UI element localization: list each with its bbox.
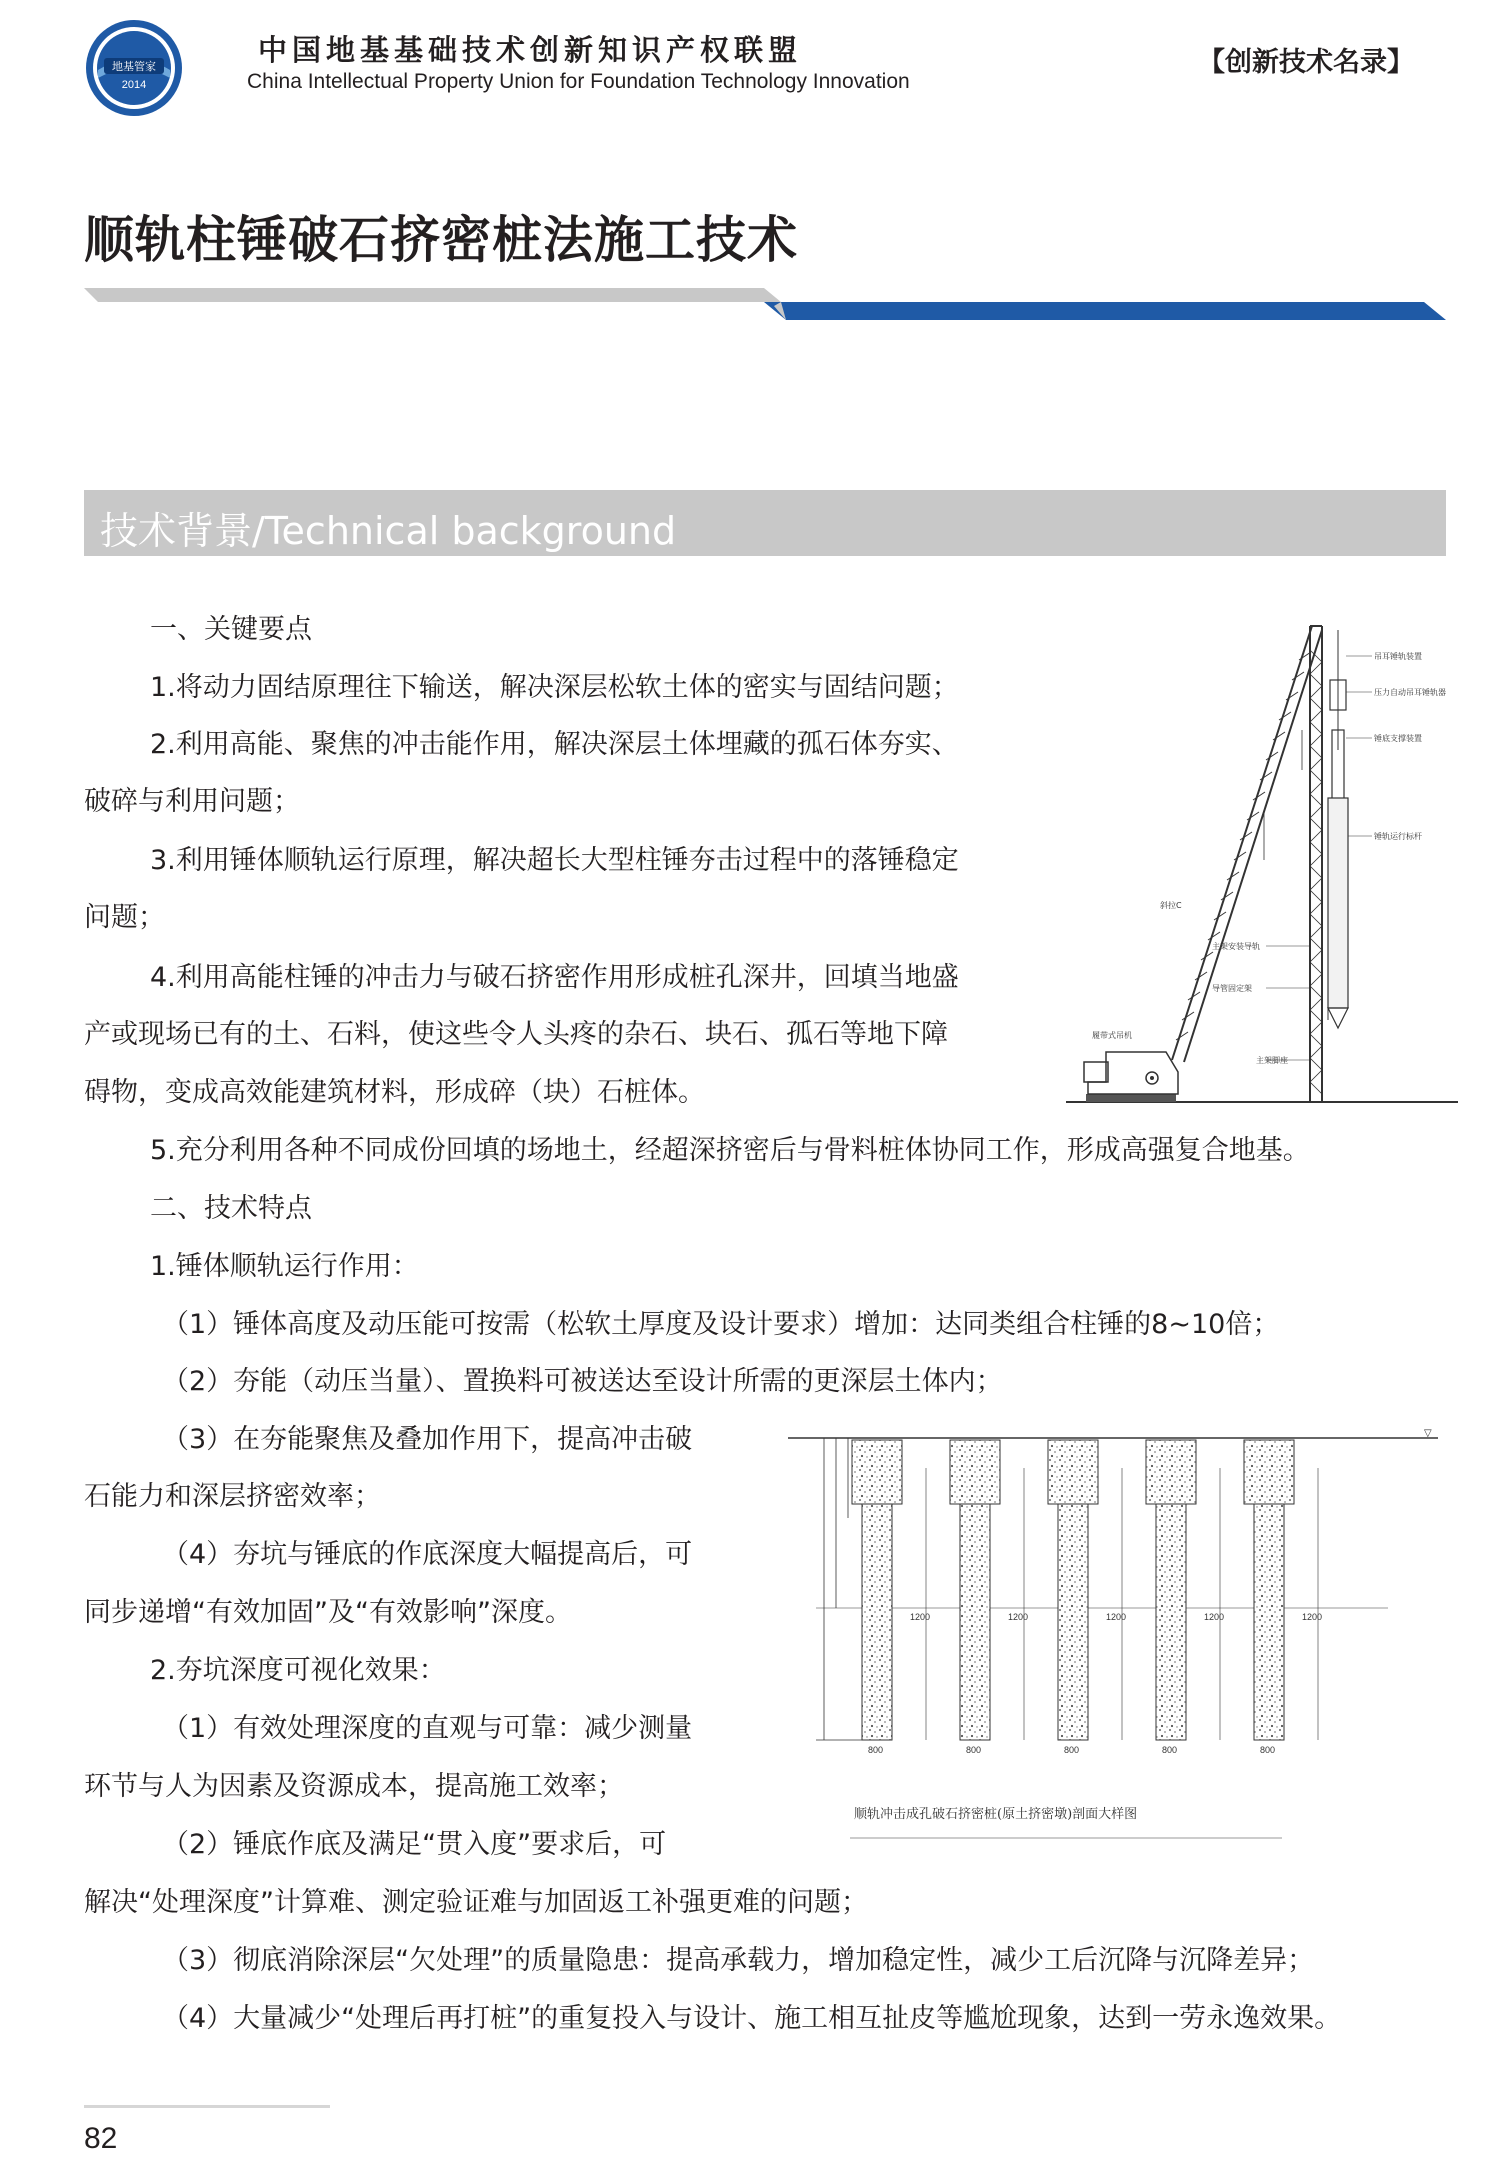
rig-label: 吊耳锤轨装置 — [1374, 652, 1422, 661]
pile-section-drawing — [788, 1428, 1450, 1848]
text-line: 问题； — [84, 902, 165, 933]
org-name-cn: 中国地基基础技术创新知识产权联盟 — [258, 33, 803, 67]
catalog-tag: 【创新技术名录】 — [1198, 47, 1414, 78]
text-line: （4）大量减少“处理后再打桩”的重复投入与设计、施工相互扯皮等尴尬现象，达到一劳永逸效果。 — [162, 2003, 1342, 2034]
diameter-label: 800 — [1064, 1745, 1080, 1755]
text-line: 产或现场已有的土、石料，使这些令人头疼的杂石、块石、孤石等地下障 — [84, 1019, 948, 1050]
section-heading-technical-background — [84, 490, 1446, 556]
spacing-label: 1200 — [1302, 1612, 1323, 1622]
diameter-label: 800 — [868, 1745, 884, 1755]
rig-label: 导管固定架 — [1212, 984, 1252, 993]
rig-label: 锤底支撑装置 — [1374, 734, 1422, 743]
text-line: 1.将动力固结原理往下输送，解决深层松软土体的密实与固结问题； — [150, 672, 959, 703]
text-line: 4.利用高能柱锤的冲击力与破石挤密作用形成桩孔深井，回填当地盛 — [150, 962, 959, 993]
heading-key-points: 一、关键要点 — [150, 614, 312, 645]
text-line: （3）彻底消除深层“欠处理”的质量隐患：提高承载力，增加稳定性，减少工后沉降与沉降差异； — [162, 1945, 1315, 1976]
text-line: 2.利用高能、聚焦的冲击能作用，解决深层土体埋藏的孤石体夯实、 — [150, 729, 959, 760]
section-heading-label: 技术背景/Technical background — [100, 509, 677, 553]
title-underline-bar — [84, 286, 1446, 322]
rig-label: 锤轨运行标杆 — [1374, 832, 1422, 841]
rig-elevation-drawing — [1066, 620, 1458, 1112]
text-line: 5.充分利用各种不同成份回填的场地土，经超深挤密后与骨料桩体协同工作，形成高强复合地基。 — [150, 1135, 1310, 1166]
text-line: 1.锤体顺轨运行作用： — [150, 1251, 419, 1282]
rig-label: 履带式吊机 — [1092, 1031, 1132, 1040]
text-line: （2）锤底作底及满足“贯入度”要求后，可 — [162, 1829, 667, 1860]
text-line: 解决“处理深度”计算难、测定验证难与加固返工补强更难的问题； — [84, 1887, 868, 1918]
spacing-label: 1200 — [1204, 1612, 1225, 1622]
logo-year: 2014 — [121, 79, 147, 91]
heading-tech-features: 二、技术特点 — [150, 1193, 312, 1224]
union-logo — [84, 18, 184, 118]
text-line: 同步递增“有效加固”及“有效影响”深度。 — [84, 1597, 572, 1628]
diameter-label: 800 — [1260, 1745, 1276, 1755]
rig-label: 主架脚座 — [1256, 1056, 1288, 1065]
svg-text:▽: ▽ — [1424, 1428, 1432, 1439]
text-line: 破碎与利用问题； — [84, 786, 300, 817]
diameter-label: 800 — [1162, 1745, 1178, 1755]
text-line: （1）有效处理深度的直观与可靠：减少测量 — [162, 1713, 693, 1744]
text-line: （4）夯坑与锤底的作底深度大幅提高后，可 — [162, 1539, 693, 1570]
text-line: （3）在夯能聚焦及叠加作用下，提高冲击破 — [162, 1424, 693, 1455]
text-line: （1）锤体高度及动压能可按需（松软土厚度及设计要求）增加：达同类组合柱锤的8~10倍； — [162, 1309, 1280, 1340]
spacing-label: 1200 — [910, 1612, 931, 1622]
rig-label: 斜拉C — [1160, 901, 1182, 910]
text-line: 石能力和深层挤密效率； — [84, 1481, 381, 1512]
page-number: 82 — [84, 2122, 118, 2155]
spacing-label: 1200 — [1106, 1612, 1127, 1622]
spacing-label: 1200 — [1008, 1612, 1029, 1622]
text-line: （2）夯能（动压当量）、置换料可被送达至设计所需的更深层土体内； — [162, 1366, 1003, 1397]
page-title: 顺轨柱锤破石挤密桩法施工技术 — [84, 211, 798, 269]
logo-text: 地基管家 — [112, 60, 156, 73]
org-name-en: China Intellectual Property Union for Foundation Technology Innovation — [247, 70, 910, 93]
footer-rule — [84, 2105, 330, 2108]
text-line: 2.夯坑深度可视化效果： — [150, 1655, 446, 1686]
rig-label: 主架安装导轨 — [1212, 942, 1260, 951]
figure-caption: 顺轨冲击成孔破石挤密桩(原土挤密墩)剖面大样图 — [854, 1807, 1138, 1822]
diameter-label: 800 — [966, 1745, 982, 1755]
text-line: 3.利用锤体顺轨运行原理，解决超长大型柱锤夯击过程中的落锤稳定 — [150, 845, 959, 876]
text-line: 环节与人为因素及资源成本，提高施工效率； — [84, 1771, 624, 1802]
rig-label: 压力自动吊耳锤轨器 — [1374, 688, 1446, 697]
text-line: 碍物，变成高效能建筑材料，形成碎（块）石桩体。 — [84, 1077, 705, 1108]
